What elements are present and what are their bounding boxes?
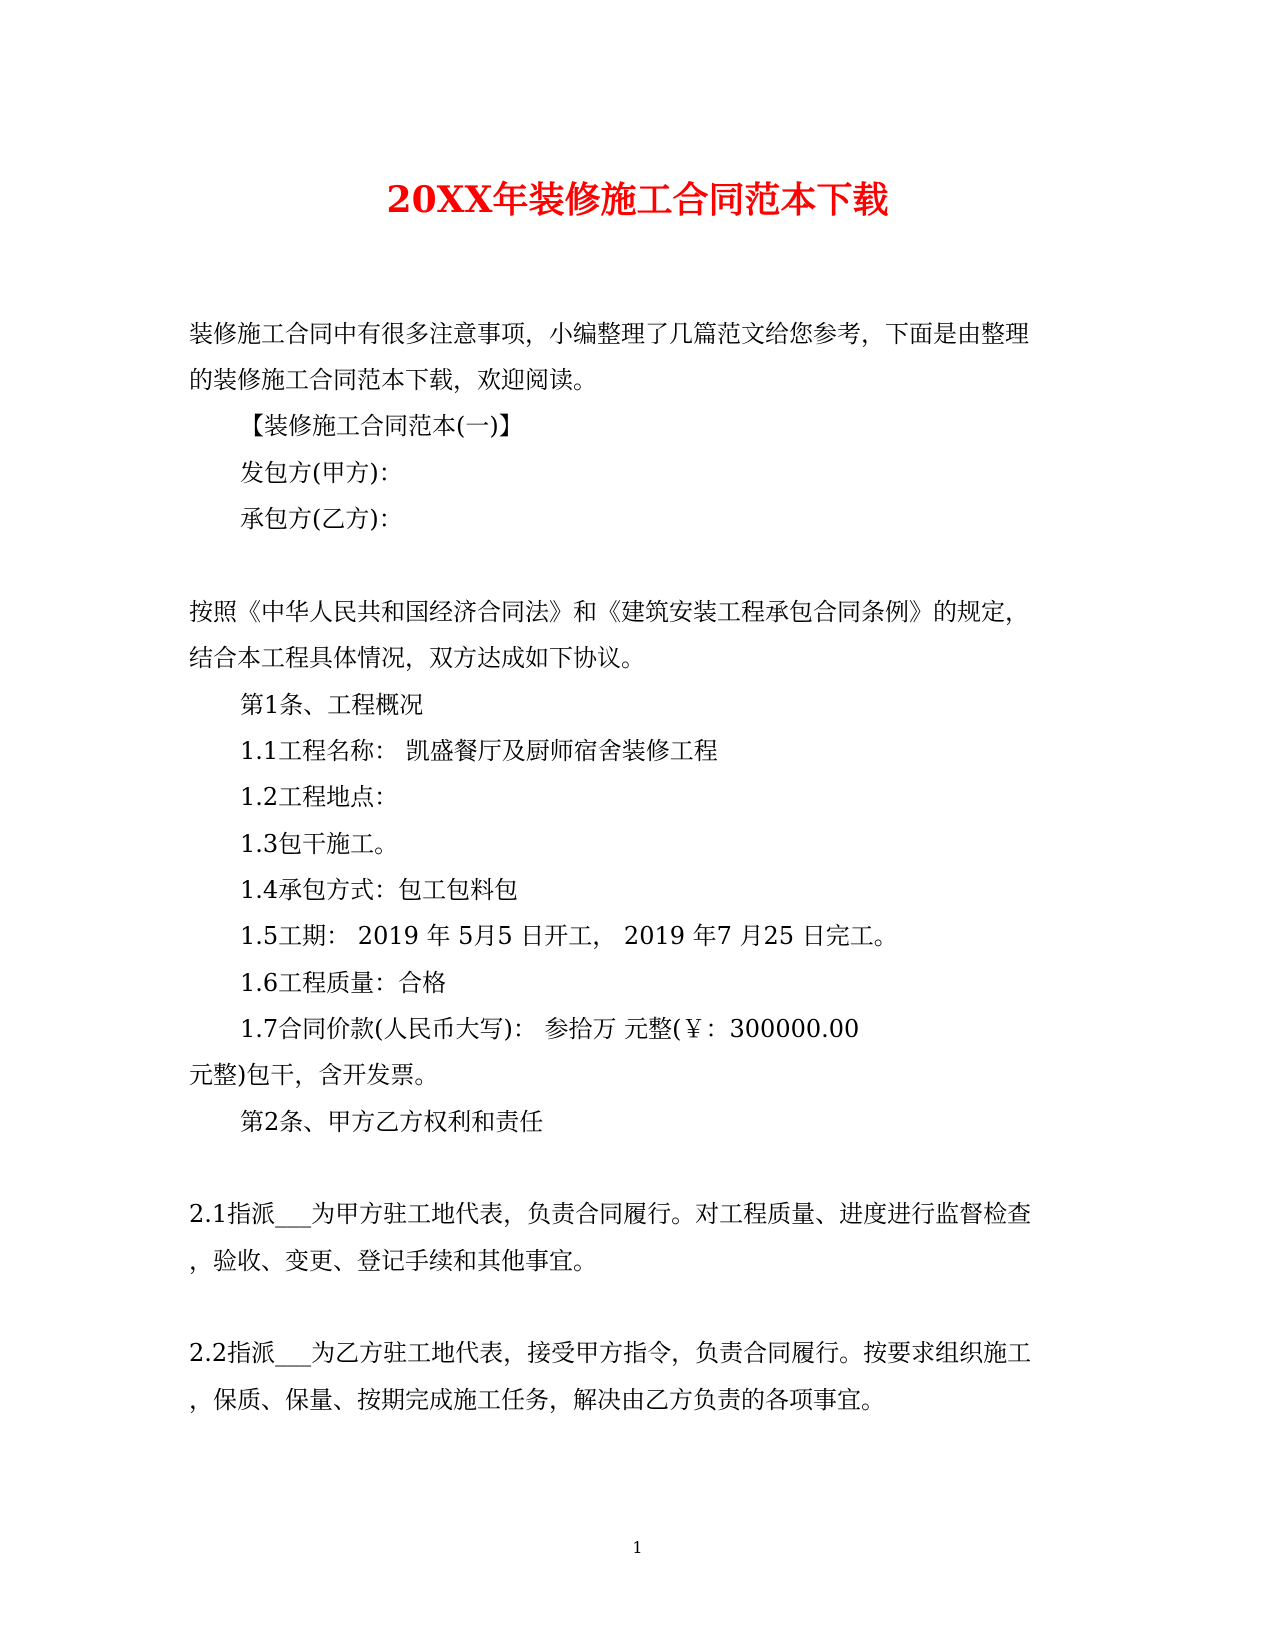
page-number: 1 — [632, 1538, 643, 1557]
intro-line-1: 装修施工合同中有很多注意事项，小编整理了几篇范文给您参考，下面是由整理 — [189, 320, 1029, 348]
article-1-heading: 第1条、工程概况 — [240, 691, 424, 719]
document-title: 20XX年装修施工合同范本下载 — [386, 179, 889, 221]
article-1-item-7-line-2: 元整)包干，含开发票。 — [189, 1061, 439, 1089]
article-1-item-3: 1.3包干施工。 — [240, 830, 399, 858]
article-2-item-1-line-2: ，验收、变更、登记手续和其他事宜。 — [189, 1247, 597, 1275]
intro-line-2: 的装修施工合同范本下载，欢迎阅读。 — [189, 366, 597, 394]
article-2-item-1-line-1: 2.1指派___为甲方驻工地代表，负责合同履行。对工程质量、进度进行监督检查 — [189, 1200, 1032, 1228]
article-1-item-2: 1.2工程地点： — [240, 783, 399, 811]
party-b-label: 承包方(乙方)： — [240, 505, 403, 533]
basis-line-1: 按照《中华人民共和国经济合同法》和《建筑安装工程承包合同条例》的规定， — [189, 598, 1029, 626]
article-1-item-6: 1.6工程质量：合格 — [240, 969, 447, 997]
article-1-item-7-line-1: 1.7合同价款(人民币大写)： 参拾万 元整(￥：300000.00 — [240, 1015, 860, 1043]
article-2-item-2-line-2: ，保质、保量、按期完成施工任务，解决由乙方负责的各项事宜。 — [189, 1386, 885, 1414]
section-heading: 【装修施工合同范本(一)】 — [240, 412, 523, 440]
article-1-item-1: 1.1工程名称： 凯盛餐厅及厨师宿舍装修工程 — [240, 737, 718, 765]
article-1-item-4: 1.4承包方式：包工包料包 — [240, 876, 519, 904]
article-2-heading: 第2条、甲方乙方权利和责任 — [240, 1108, 544, 1136]
article-1-item-5: 1.5工期： 2019 年 5月5 日开工， 2019 年7 月25 日完工。 — [240, 922, 898, 950]
party-a-label: 发包方(甲方)： — [240, 459, 403, 487]
basis-line-2: 结合本工程具体情况，双方达成如下协议。 — [189, 644, 645, 672]
article-2-item-2-line-1: 2.2指派___为乙方驻工地代表，接受甲方指令，负责合同履行。按要求组织施工 — [189, 1339, 1032, 1367]
